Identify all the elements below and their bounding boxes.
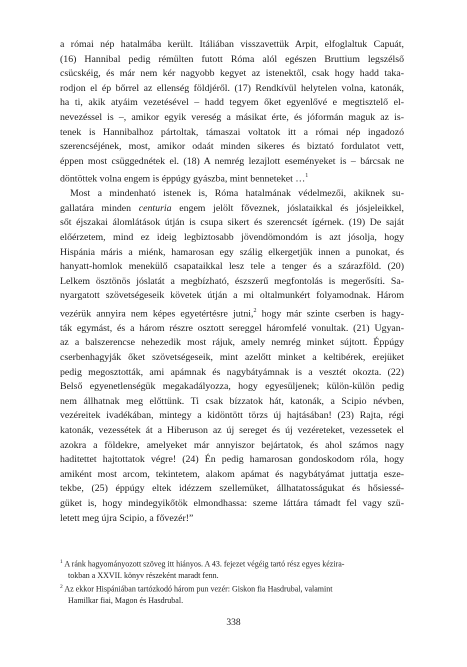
text-line: azokra a földekre, amelyeket már annyiszor bejártatok, és ahol számos nagy <box>60 439 404 451</box>
text-line: nyargatott szövetségeseik követek útján a mi oltalmunkért folyamodnak. Három <box>60 290 404 302</box>
footnote-1-mark: 1 <box>60 559 63 565</box>
text-line: cserbenhagyják őket szövetségeseik, mint azelőtt minket a keltibérek, erejüket <box>60 352 404 364</box>
text-line: az a balszerencse nehezedik most rájuk, amely nemrég minket sújtott. Éppúgy <box>60 337 404 349</box>
text-line <box>60 512 404 527</box>
text-line: előérzetem, mind ez ideig legbiztosabb jövendömondóm is azt jósolja, hogy <box>60 232 404 243</box>
footnote-2-mark: 2 <box>60 583 63 590</box>
footnote-mark[interactable]: 1 <box>305 173 309 180</box>
text-line: haditettet hajtottatok végre! (24) Én pedig hamarosan gondoskodom róla, hogy <box>60 454 404 466</box>
text-span: döntöttek volna engem is éppúgy gyászba, mint benneteket … <box>60 173 306 185</box>
text-line: a római nép hatalmába került. Itáliában visszavettük Arpit, elfoglaltuk Capuát, <box>60 39 404 50</box>
footnote-1-cont: tokban a XXVII. könyv részeként maradt fenn. <box>68 571 219 581</box>
footnote-2 <box>60 582 404 595</box>
text-span: letett meg újra Scipio, a fővezér! <box>60 512 190 524</box>
text-line: katonák, vezessétek át a Hiberuson az új sereget és új vezéreteket, vezessetek el <box>60 425 404 436</box>
text-line: tenek is Hannibalhoz pártoltak, támaszai voltatok itt a római nép ingadozó <box>60 126 404 138</box>
text-span: vezérük annyira nem képes egyetértésre jutni, <box>60 308 254 320</box>
text-line: rodjon el ép bőrrel az ellenség földjéről. (17) Rendkívül helytelen volna, katonák, <box>60 82 404 94</box>
main-text <box>60 38 404 526</box>
text-line: hanyatt-homlok menekülő csapataikkal lesz tele a tenger és a szárazföld. (20) <box>60 261 404 273</box>
page-number: 338 <box>226 618 241 628</box>
footnote-1-text: A ránk hagyományozott szöveg itt hiányos. A 43. fejezet végéig tartó rész egyes kézira- <box>64 559 345 569</box>
footnote-2-cont: Hamilkar fiai, Magon és Hasdrubal. <box>68 596 184 606</box>
text-line: csücskéig, és már nem kér nagyobb kegyet az istenektől, csak hogy hadd taka- <box>60 68 404 80</box>
closing-quote: ” <box>189 512 194 524</box>
footnote-2-text: Az ekkor Hispániában tartózkodó három pun vezér: Giskon fia Hasdrubal, valamint <box>64 584 333 594</box>
text-line: Belső egyenetlenségük megakadályozza, hogy egyesüljenek; külön-külön pedig <box>60 381 404 393</box>
text-line: amiként most arcom, tekintetem, alakom apámat és nagybátyámat juttatja esze- <box>60 468 404 480</box>
text-line: gallatára minden centuria engem jelölt főveznek, jóslataikkal és jósjeleikkel, <box>60 202 404 214</box>
text-line: güket is, hogy mindegyikőtök elmondhassa: szeme láttára támadt fel vagy szü- <box>60 497 404 509</box>
text-line: Hispánia máris a miénk, hamarosan egy szálig elkergetjük innen a punokat, és <box>60 246 404 258</box>
text-line: ták egymást, és a három részre osztott sereggel háromfelé vonultak. (21) Ugyan- <box>60 322 404 334</box>
text-line: tekbe, (25) éppúgy eltek idézzem szellemüket, állhatatosságukat és hősiessé- <box>60 483 404 495</box>
text-line: Most a mindenható istenek is, Róma hatalmának védelmezői, akiknek su- <box>70 188 404 200</box>
footnotes <box>60 557 404 607</box>
text-line: éppen most csüggednétek el. (18) A nemrég lezajlott eseményeket is – bárcsak ne <box>60 155 404 167</box>
text-line: sőt éjszakai álomlátások útján is csupa sikert és szerencsét ígérnek. (19) De saját <box>60 217 404 229</box>
text-line: ha ti, akik atyáim vezetésével – hadd tegyem őket egyenlővé e megtisztelő el- <box>60 97 404 109</box>
text-line: nem állhatnak meg előttünk. Ti csak bízzatok hát, katonák, a Scipio névben, <box>60 395 404 407</box>
text-line: szerencséjének, most, amikor odaát minden sikeres és biztató fordulatot vett, <box>60 141 404 153</box>
text-span: hogy már szinte cserben is hagy- <box>256 308 404 320</box>
footnote-1 <box>60 557 404 570</box>
footnote-mark[interactable]: 2 <box>253 307 257 314</box>
text-line <box>60 169 404 187</box>
text-line: nevezéssel is –, amikor egyik vereség a másikat érte, és jóformán maguk az is- <box>60 111 404 123</box>
text-line <box>60 304 404 322</box>
text-line: Lelkem ösztönös jóslatát a megbízható, észszerű megfontolás is megerősíti. Sa- <box>60 275 404 287</box>
text-line: pedig megosztották, ami apámnak és nagybátyámnak is a vesztét okozta. (22) <box>60 366 404 378</box>
italic-term: centuria <box>138 202 172 214</box>
text-line: (16) Hannibal pedig rémülten futott Róma alól egészen Bruttium legszélső <box>60 53 404 65</box>
text-line: vezéreitek ivadékában, mintegy a kidöntött törzs új hajtásában! (23) Rajta, régi <box>60 410 404 422</box>
